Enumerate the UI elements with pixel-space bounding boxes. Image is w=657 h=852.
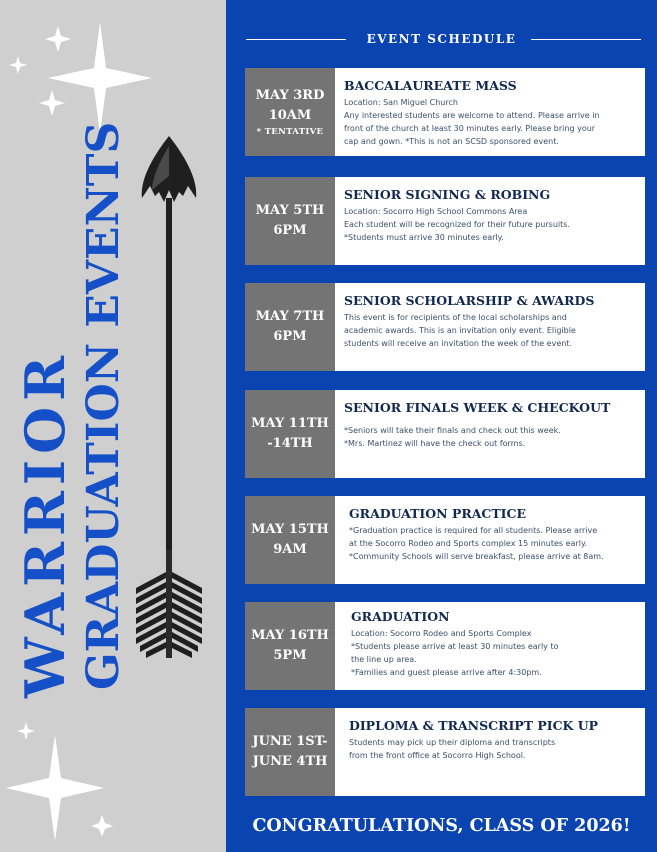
event-detail: students will receive an invitation the week of the event. [344, 339, 572, 348]
event-date-box [245, 390, 335, 478]
event-title: SENIOR FINALS WEEK & CHECKOUT [344, 400, 611, 415]
graduation-events-title: GRADUATION EVENTS [78, 121, 129, 690]
event-date-box [245, 708, 335, 796]
arrow-icon [136, 136, 202, 658]
event-date-note: * TENTATIVE [256, 127, 324, 137]
event-detail: This event is for recipients of the local scholarships and [344, 313, 567, 322]
event-detail: the line up area. [351, 655, 417, 664]
event-info [335, 177, 645, 265]
sparkle-star-icon [45, 26, 71, 52]
event-info [335, 708, 645, 796]
sparkle-star-icon [6, 735, 104, 841]
left-panel [0, 0, 226, 852]
congratulations-banner: CONGRATULATIONS, CLASS OF 2026! [252, 816, 631, 836]
event-detail: *Community Schools will serve breakfast, please arrive at 8am. [349, 552, 604, 561]
event-time: JUNE 4TH [252, 754, 328, 769]
event-detail: Each student will be recognized for their future pursuits. [344, 220, 570, 229]
event-info [335, 496, 645, 584]
event-detail: Students may pick up their diploma and transcripts [349, 738, 556, 747]
event-detail: *Graduation practice is required for all students. Please arrive [349, 526, 598, 535]
event-detail: front of the church at least 30 minutes early. Please bring your [344, 124, 596, 133]
heading-rule-right [531, 39, 641, 40]
event-date-box [245, 283, 335, 371]
event-date: MAY 7TH [255, 309, 325, 324]
event-title: SENIOR SIGNING & ROBING [344, 187, 551, 202]
heading-rule-left [246, 39, 346, 40]
event-info [335, 283, 645, 371]
warrior-title: WARRIOR [13, 349, 77, 698]
event-date-box [245, 602, 335, 690]
event-detail: Location: Socorro High School Commons Area [344, 207, 528, 216]
event-detail: Location: San Miguel Church [344, 98, 458, 107]
event-finals-week [245, 390, 645, 478]
event-detail: Location: Socorro Rodeo and Sports Complex [351, 629, 532, 638]
event-detail: *Families and guest please arrive after 4:30pm. [351, 668, 542, 677]
event-detail: *Seniors will take their finals and check out this week. [344, 426, 561, 435]
event-time: 6PM [273, 329, 307, 344]
event-detail: cap and gown. *This is not an SCSD sponsored event. [344, 137, 559, 146]
event-date-box [245, 177, 335, 265]
event-baccalaureate-mass [245, 68, 645, 156]
sparkle-star-icon [9, 56, 27, 74]
event-detail: Any interested students are welcome to attend. Please arrive in [344, 111, 600, 120]
event-title: DIPLOMA & TRANSCRIPT PICK UP [349, 718, 599, 733]
schedule-heading-text: EVENT SCHEDULE [366, 32, 517, 46]
event-date: MAY 3RD [255, 88, 325, 103]
event-graduation [245, 602, 645, 690]
event-info [335, 68, 645, 156]
event-date: MAY 15TH [251, 522, 329, 537]
schedule-heading [226, 29, 657, 49]
event-date-box [245, 496, 335, 584]
event-date-box [245, 68, 335, 156]
event-title: SENIOR SCHOLARSHIP & AWARDS [344, 293, 595, 308]
event-date: MAY 5TH [255, 203, 325, 218]
event-detail: *Mrs. Martinez will have the check out forms. [344, 439, 526, 448]
event-info [335, 390, 645, 478]
event-detail: academic awards. This is an invitation only event. Eligible [344, 326, 576, 335]
event-time: 6PM [273, 223, 307, 238]
event-date: MAY 16TH [251, 628, 329, 643]
event-date: JUNE 1ST- [252, 734, 328, 749]
event-title: BACCALAUREATE MASS [344, 78, 517, 93]
event-title: GRADUATION PRACTICE [349, 506, 527, 521]
event-time: 10AM [268, 108, 312, 123]
event-info [335, 602, 645, 690]
event-time: 5PM [273, 648, 307, 663]
event-detail: from the front office at Socorro High School. [349, 751, 526, 760]
event-detail: *Students please arrive at least 30 minutes early to [351, 642, 559, 651]
event-date: MAY 11TH [251, 416, 329, 431]
event-graduation-practice [245, 496, 645, 584]
sparkle-star-icon [17, 722, 35, 740]
sparkle-star-icon [91, 815, 113, 837]
event-title: GRADUATION [351, 609, 450, 624]
event-detail: *Students must arrive 30 minutes early. [344, 233, 504, 242]
event-diploma-pickup [245, 708, 645, 796]
event-detail: at the Socorro Rodeo and Sports complex 15 minutes early. [349, 539, 588, 548]
event-senior-scholarship [245, 283, 645, 371]
sparkle-star-icon [39, 90, 65, 116]
event-time: -14TH [267, 436, 313, 451]
event-time: 9AM [273, 542, 307, 557]
event-senior-signing [245, 177, 645, 265]
